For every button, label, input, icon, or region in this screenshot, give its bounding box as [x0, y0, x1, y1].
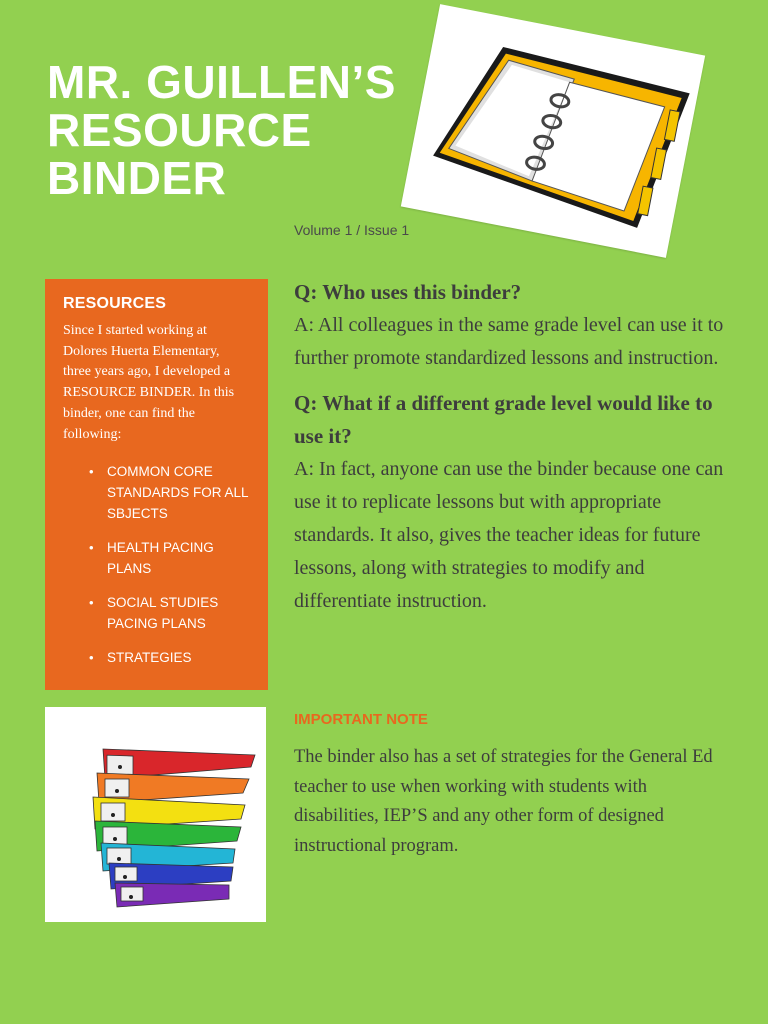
binder-stack-icon [45, 707, 266, 922]
open-binder-image [401, 4, 705, 258]
list-item [89, 647, 250, 668]
list-item [89, 537, 250, 579]
answer-1: A: All colleagues in the same grade level can use it to further promote standardized lessons and instruction. [294, 314, 724, 369]
important-note-body: The binder also has a set of strategies for the General Ed teacher to use when working with students with disabilities, IEP’S and any other form of designed instructional program. [294, 747, 713, 856]
answer-2: A: In fact, anyone can use the binder because one can use it to replicate lessons but with appropriate standards. It also, gives the teacher ideas for future lessons, along with strategies to modify and differentiate instruction. [294, 458, 724, 612]
open-binder-icon [401, 4, 705, 258]
sidebar-heading: RESOURCES [63, 295, 167, 312]
bullet-icon: • [89, 464, 94, 480]
binder-stack-image [45, 707, 266, 922]
title-line-1: MR. GUILLEN’S [47, 56, 396, 108]
list-item-text: COMMON CORE STANDARDS FOR ALL SBJECTS [107, 464, 249, 522]
list-item-text: HEALTH PACING PLANS [107, 540, 214, 577]
resources-sidebar [45, 279, 268, 690]
question-1: Q: Who uses this binder? [294, 280, 522, 304]
page-title [47, 58, 396, 202]
list-item-text: STRATEGIES [107, 650, 192, 666]
qa-section [294, 276, 734, 618]
list-item [89, 592, 250, 634]
title-line-2: RESOURCE [47, 104, 312, 156]
sidebar-intro: Since I started working at Dolores Huerta Elementary, three years ago, I developed a RESOURCE BINDER. In this binder, one can find the following: [63, 323, 235, 442]
bullet-icon: • [89, 650, 94, 666]
bullet-icon: • [89, 595, 94, 611]
question-2: Q: What if a different grade level would like to use it? [294, 391, 713, 448]
list-item [89, 461, 250, 524]
resource-list [63, 461, 250, 668]
bullet-icon: • [89, 540, 94, 556]
important-note-heading: IMPORTANT NOTE [294, 711, 428, 728]
list-item-text: SOCIAL STUDIES PACING PLANS [107, 595, 219, 632]
title-line-3: BINDER [47, 152, 227, 204]
volume-issue: Volume 1 / Issue 1 [294, 222, 410, 238]
